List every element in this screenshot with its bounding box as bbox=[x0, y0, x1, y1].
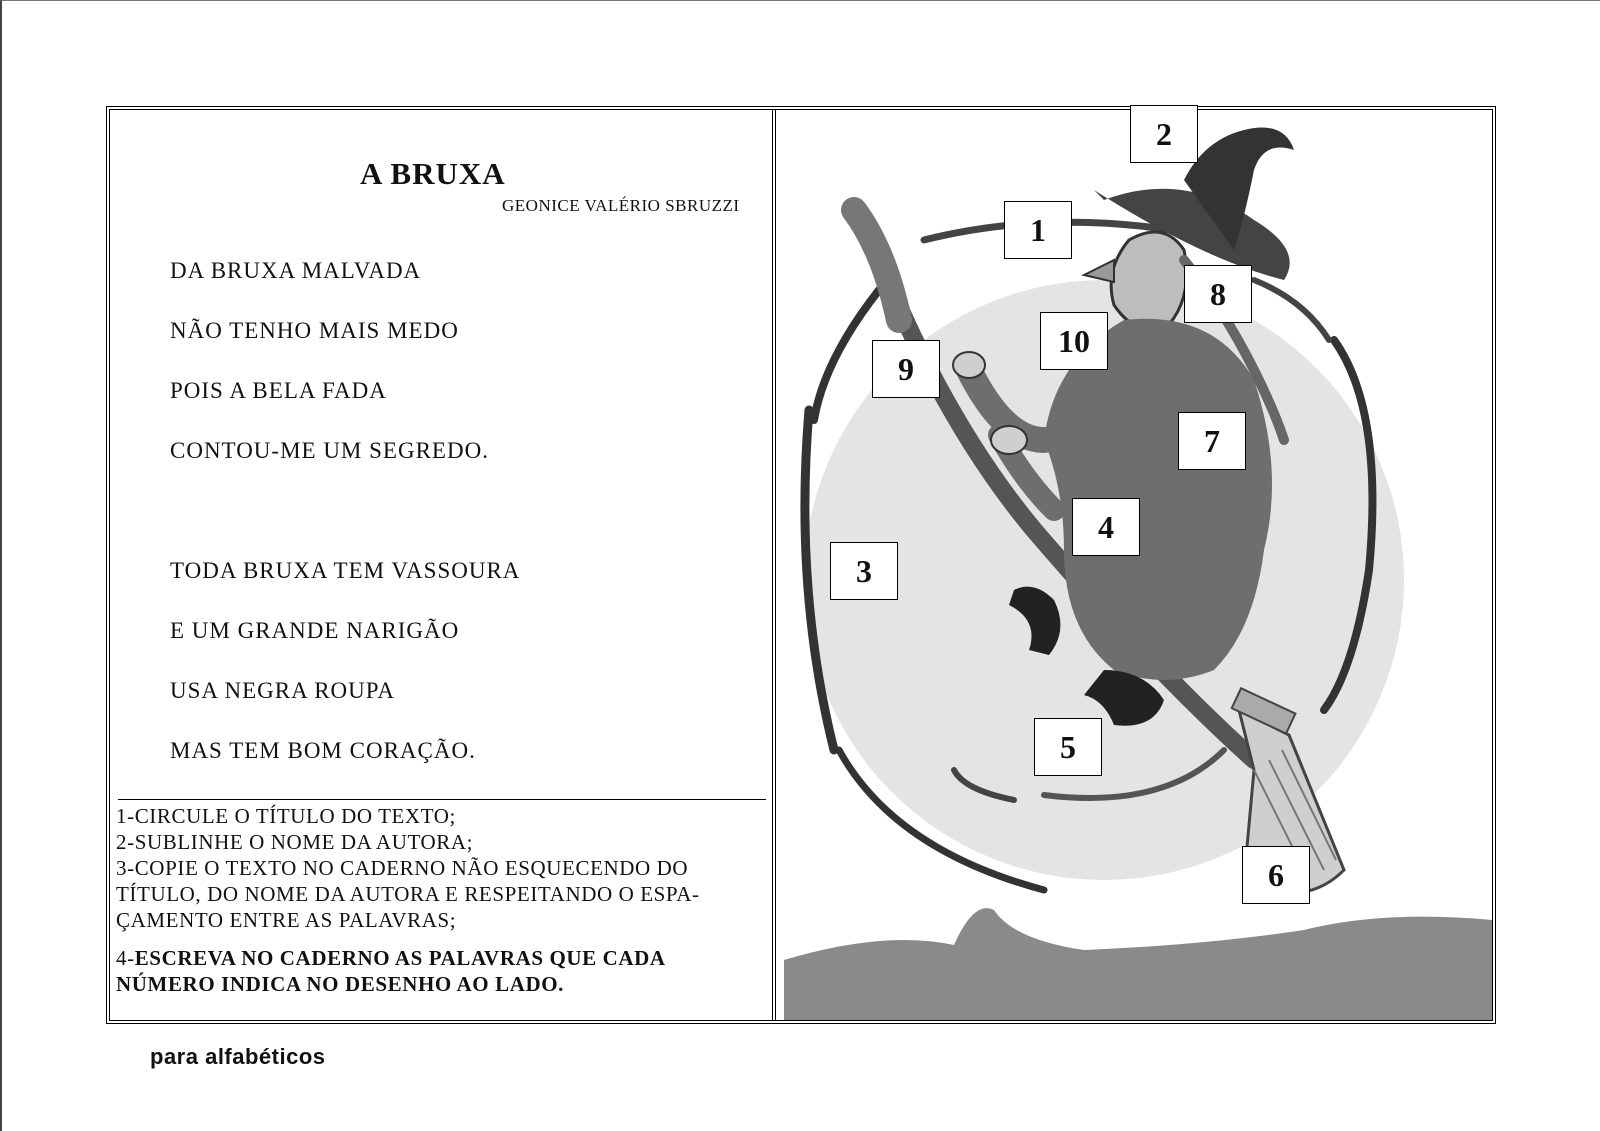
verse-line: USA NEGRA ROUPA bbox=[170, 678, 396, 703]
hills-shape bbox=[784, 908, 1492, 1020]
instruction-4-text: ESCREVA NO CADERNO AS PALAVRAS QUE CADA bbox=[134, 946, 666, 970]
verse-line: E UM GRANDE NARIGÃO bbox=[170, 618, 460, 643]
label-box-10: 10 bbox=[1040, 312, 1108, 370]
label-box-8: 8 bbox=[1184, 265, 1252, 323]
label-box-2: 2 bbox=[1130, 105, 1198, 163]
label-box-6: 6 bbox=[1242, 846, 1310, 904]
instruction-3-line-3: ÇAMENTO ENTRE AS PALAVRAS; bbox=[116, 908, 457, 932]
label-box-3: 3 bbox=[830, 542, 898, 600]
verse-line: MAS TEM BOM CORAÇÃO. bbox=[170, 738, 476, 763]
text-panel bbox=[110, 110, 776, 1020]
witch-face bbox=[1111, 232, 1186, 331]
spacer bbox=[116, 933, 768, 945]
label-box-1: 1 bbox=[1004, 201, 1072, 259]
instruction-4-prefix: 4- bbox=[116, 946, 135, 970]
poem-title: A BRUXA bbox=[360, 156, 506, 191]
witch-hand bbox=[953, 352, 985, 378]
instruction-2: 2-SUBLINHE O NOME DA AUTORA; bbox=[116, 830, 474, 854]
footer-note: para alfabéticos bbox=[150, 1044, 326, 1069]
witch-illustration-panel bbox=[784, 110, 1492, 1020]
witch-hand bbox=[991, 426, 1027, 454]
label-box-4: 4 bbox=[1072, 498, 1140, 556]
instruction-1: 1-CIRCULE O TÍTULO DO TEXTO; bbox=[116, 804, 456, 828]
divider bbox=[118, 799, 766, 800]
label-box-9: 9 bbox=[872, 340, 940, 398]
poem-author: GEONICE VALÉRIO SBRUZZI bbox=[502, 196, 740, 215]
verse-line: TODA BRUXA TEM VASSOURA bbox=[170, 558, 521, 583]
verse-line: POIS A BELA FADA bbox=[170, 378, 387, 403]
verse-line: NÃO TENHO MAIS MEDO bbox=[170, 318, 459, 343]
instruction-3-line-2: TÍTULO, DO NOME DA AUTORA E RESPEITANDO O ESPA- bbox=[116, 882, 700, 906]
label-box-5: 5 bbox=[1034, 718, 1102, 776]
instruction-3-line-1: 3-COPIE O TEXTO NO CADERNO NÃO ESQUECENDO DO bbox=[116, 856, 689, 880]
instruction-4-line-1 bbox=[116, 945, 768, 971]
verse-line: CONTOU-ME UM SEGREDO. bbox=[170, 438, 489, 463]
label-box-7: 7 bbox=[1178, 412, 1246, 470]
verse-line: DA BRUXA MALVADA bbox=[170, 258, 422, 283]
broom-handle-top bbox=[854, 210, 899, 320]
instructions bbox=[116, 803, 768, 997]
witch-nose bbox=[1084, 260, 1114, 282]
instruction-4-line-2: NÚMERO INDICA NO DESENHO AO LADO. bbox=[116, 972, 565, 996]
